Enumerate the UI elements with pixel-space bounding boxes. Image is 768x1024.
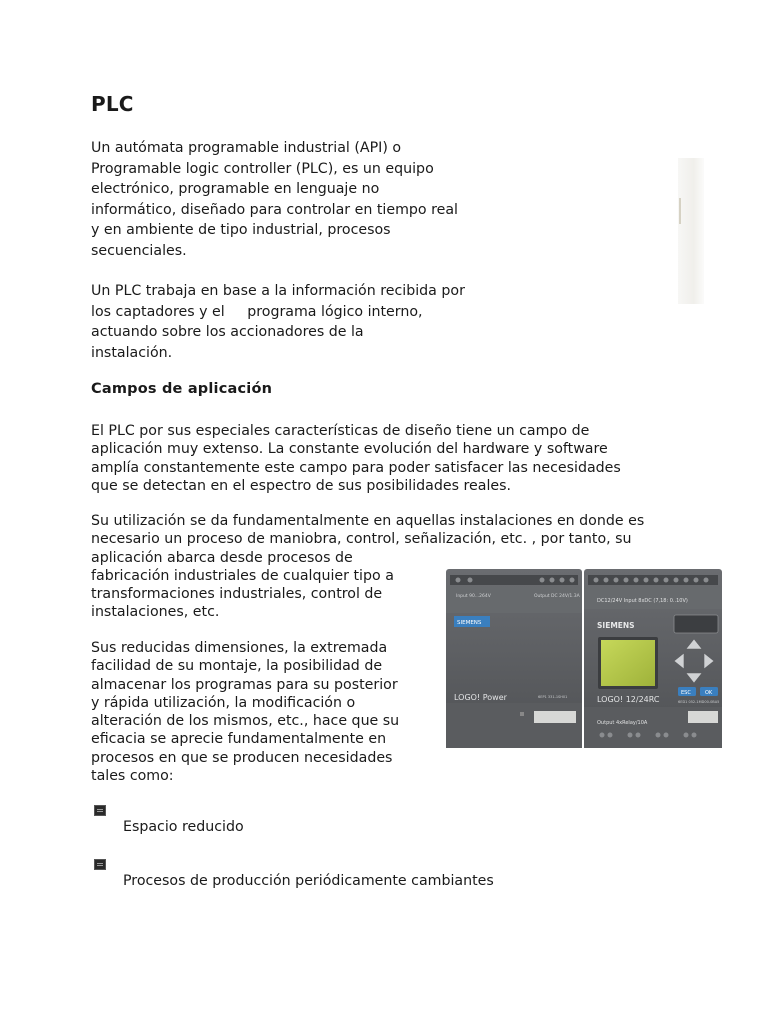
ok-key-label: OK xyxy=(705,690,713,696)
logo-power-module xyxy=(446,569,582,748)
input-label: Input 90...264V xyxy=(456,594,491,599)
plc-info-paragraph: Un PLC trabaja en base a la información recibida por los captadores y el programa lógico interno, actuando sobre los accionadores de la instalación. xyxy=(91,283,465,361)
plc-device-image xyxy=(446,569,722,748)
application-paragraph: El PLC por sus especiales características de diseño tiene un campo de aplicación muy extenso. La constante evolución del hardware y software amplía constantemente este campo para poder satisfacer las necesidades que se detectan en el espectro de sus posibilidades reales. xyxy=(91,423,621,494)
siemens-brand: SIEMENS xyxy=(597,621,635,630)
bullet-icon xyxy=(94,805,106,816)
dimensions-paragraph: Sus reducidas dimensiones, la extremada facilidad de su montaje, la posibilidad de almacenar los programas para su posterior y rápida utilización, la modificación o alteración de los mismos, etc., hace que su eficacia se aprecie fundamentalmente en procesos en que se producen necesidades tales como: xyxy=(91,640,400,785)
siemens-badge: SIEMENS xyxy=(457,620,482,626)
part-number-left: 6EP1 331-1SH01 xyxy=(538,695,568,699)
intro-paragraph: Un autómata programable industrial (API) o Programable logic controller (PLC), es un equipo electrónico, programable en lenguaje no informático, diseñado para controlar en tiempo real y en ambiente de tipo industrial, procesos secuenciales. xyxy=(91,140,458,259)
logo-12-24rc-module xyxy=(584,569,722,748)
output-spec-label: Output 4xRelay/10A xyxy=(597,720,648,726)
lcd-display xyxy=(601,640,655,686)
part-number-right: 6ED1 052-1MD00-0BA5 xyxy=(678,700,720,704)
output-label: Output DC 24V/1.3A xyxy=(534,594,580,599)
logo-power-label: LOGO! Power xyxy=(454,693,507,702)
input-spec-label: DC12/24V Input 8xDC (7,18: 0..10V) xyxy=(597,598,688,604)
logo-name-label: LOGO! 12/24RC xyxy=(597,695,660,704)
bullet-text: Espacio reducido xyxy=(123,819,244,835)
page-title: PLC xyxy=(91,92,134,116)
plc-faint-image xyxy=(678,158,704,304)
bullet-icon xyxy=(94,859,106,870)
section-heading: Campos de aplicación xyxy=(91,381,273,397)
usage-paragraph: Su utilización se da fundamentalmente en aquellas instalaciones en donde es necesario un proceso de maniobra, control, señalización, etc. , por tanto, su aplicación abarca desde procesos de fabricación industriales de cualquier tipo a transformaciones industriales, control de instalaciones, etc. xyxy=(91,513,645,621)
esc-key-label: ESC xyxy=(681,690,691,696)
bullet-text: Procesos de producción periódicamente cambiantes xyxy=(123,873,494,889)
